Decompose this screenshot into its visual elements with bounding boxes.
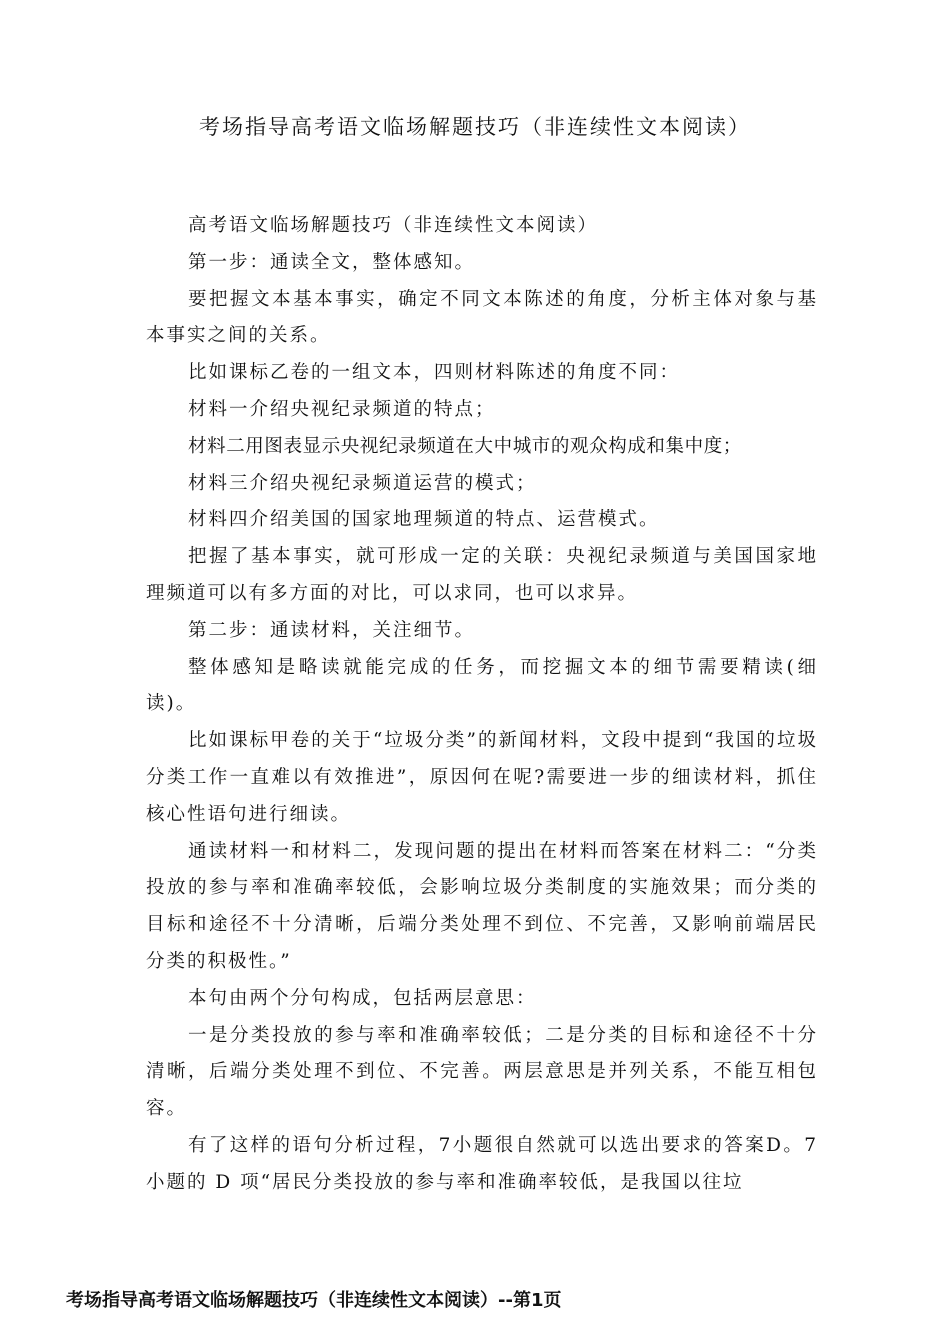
- paragraph: 材料二用图表显示央视纪录频道在大中城市的观众构成和集中度；: [188, 435, 742, 457]
- document-body: [146, 208, 818, 1202]
- paragraph: 本句由两个分句构成，包括两层意思：: [188, 987, 537, 1009]
- paragraph: 高考语文临场解题技巧（非连续性文本阅读）: [188, 215, 599, 236]
- paragraph: 第二步：通读材料，关注细节。: [188, 619, 476, 641]
- paragraph: 材料四介绍美国的国家地理频道的特点、运营模式。: [188, 509, 660, 531]
- paragraph: 通读材料一和材料二，发现问题的提出在材料而答案在材料二：“分类投放的参与率和准确率较低，会影响垃圾分类制度的实施效果；而分类的目标和途径不十分清晰，后端分类处理不到位、不完善，又影响前端居民分类的积极性。”: [146, 840, 818, 972]
- paragraph: 比如课标乙卷的一组文本，四则材料陈述的角度不同：: [188, 362, 681, 384]
- paragraph: 材料一介绍央视纪录频道的特点；: [188, 398, 496, 420]
- paragraph: 把握了基本事实，就可形成一定的关联：央视纪录频道与美国国家地理频道可以有多方面的对比，可以求同，也可以求异。: [146, 546, 818, 604]
- page-footer: 考场指导高考语文临场解题技巧（非连续性文本阅读）--第1页: [66, 1290, 562, 1311]
- paragraph: 比如课标甲卷的关于“垃圾分类”的新闻材料，文段中提到“我国的垃圾分类工作一直难以有效推进”，原因何在呢?需要进一步的细读材料，抓住核心性语句进行细读。: [146, 730, 818, 825]
- paragraph: 整体感知是略读就能完成的任务，而挖掘文本的细节需要精读(细读)。: [146, 656, 818, 715]
- paragraph: 要把握文本基本事实，确定不同文本陈述的角度，分析主体对象与基本事实之间的关系。: [146, 288, 818, 347]
- paragraph: 第一步：通读全文，整体感知。: [188, 251, 476, 273]
- paragraph: 一是分类投放的参与率和准确率较低；二是分类的目标和途径不十分清晰，后端分类处理不到位、不完善。两层意思是并列关系，不能互相包容。: [146, 1024, 818, 1120]
- page-title: 考场指导高考语文临场解题技巧（非连续性文本阅读）: [199, 115, 751, 139]
- paragraph: 有了这样的语句分析过程，7小题很自然就可以选出要求的答案D。7 小题的 D 项“居民分类投放的参与率和准确率较低，是我国以往垃: [146, 1134, 818, 1193]
- paragraph: 材料三介绍央视纪录频道运营的模式；: [188, 472, 537, 494]
